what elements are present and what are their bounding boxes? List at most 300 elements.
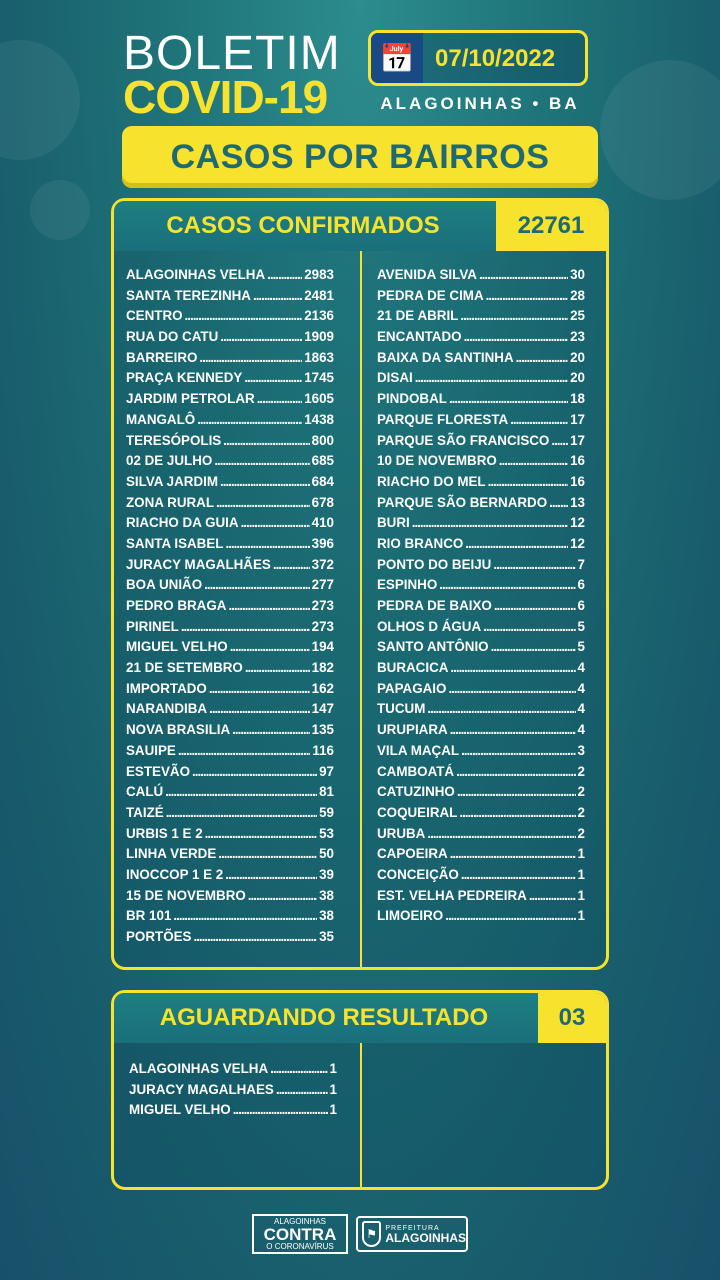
leader-dots [427,826,575,841]
case-count: 53 [319,825,334,841]
case-count: 2 [577,804,585,820]
list-item [126,308,334,329]
case-count: 2 [577,763,585,779]
case-count: 38 [319,908,334,924]
list-item [126,681,334,702]
list-item [126,288,334,309]
leader-dots [449,391,568,406]
leader-dots [225,536,309,551]
list-item [126,515,334,536]
case-count: 277 [311,577,334,593]
neighborhood-name: ZONA RURAL [126,494,215,510]
pending-total: 03 [538,993,606,1043]
case-count: 1863 [304,349,334,365]
neighborhood-name: PAPAGAIO [377,680,447,696]
case-count: 2983 [304,267,334,282]
neighborhood-name: LIMOEIRO [377,908,444,924]
date-box [368,30,588,86]
leader-dots [223,433,309,448]
title-boletim: BOLETIM [123,27,341,80]
neighborhood-name: MANGALÔ [126,411,196,427]
neighborhood-name: PARQUE SÃO FRANCISCO [377,432,550,448]
case-count: 1 [577,887,585,903]
neighborhood-name: PINDOBAL [377,391,447,407]
case-count: 5 [577,639,585,655]
leader-dots [456,764,575,779]
case-count: 23 [570,329,585,345]
case-count: 4 [577,701,585,717]
neighborhood-name: RUA DO CATU [126,329,219,345]
leader-dots [450,722,576,737]
leader-dots [486,288,568,303]
neighborhood-name: 02 DE JULHO [126,453,213,469]
neighborhood-name: 10 DE NOVEMBRO [377,453,497,469]
leader-dots [445,908,575,923]
case-count: 2481 [304,287,334,303]
leader-dots [448,681,575,696]
leader-dots [499,453,568,468]
case-count: 12 [570,515,585,531]
list-item [377,577,585,598]
column-divider [360,251,362,967]
confirmed-total: 22761 [496,201,606,251]
confirmed-left-column [126,267,334,950]
case-count: 1605 [304,391,334,407]
list-item [126,639,334,660]
neighborhood-name: SANTA ISABEL [126,535,224,551]
list-item [129,1082,337,1103]
leader-dots [427,701,575,716]
neighborhood-name: CAPOEIRA [377,846,448,862]
list-item [377,370,585,391]
list-item [126,908,334,929]
leader-dots [464,329,569,344]
leader-dots [273,557,310,572]
list-item [126,784,334,805]
leader-dots [551,433,568,448]
list-item [126,929,334,950]
leader-dots [493,557,575,572]
case-count: 273 [311,598,334,613]
case-count: 6 [577,577,585,593]
list-item [377,598,585,619]
leader-dots [248,888,317,903]
list-item [377,784,585,805]
neighborhood-name: BR 101 [126,908,172,924]
case-count: 59 [319,804,334,820]
pending-left-column [129,1061,337,1123]
neighborhood-name: CENTRO [126,308,183,324]
neighborhood-name: SANTO ANTÔNIO [377,639,489,655]
case-count: 4 [577,722,585,738]
case-count: 194 [311,639,334,655]
case-count: 396 [311,535,334,551]
list-item [129,1061,337,1082]
neighborhood-name: ALAGOINHAS VELHA [126,267,266,282]
neighborhood-name: PEDRO BRAGA [126,598,227,613]
case-count: 4 [577,680,585,696]
case-count: 81 [319,784,334,800]
logo2-main-text: ALAGOINHAS [385,1230,466,1245]
neighborhood-name: BAIXA DA SANTINHA [377,349,514,365]
shield-icon: ⚑ [362,1221,381,1247]
list-item [377,908,585,929]
leader-dots [228,598,309,613]
list-item [377,536,585,557]
neighborhood-name: LINHA VERDE [126,846,217,862]
leader-dots [412,515,568,530]
case-count: 28 [570,287,585,303]
leader-dots [479,267,568,282]
neighborhood-name: RIACHO DO MEL [377,473,486,489]
leader-dots [270,1061,327,1076]
leader-dots [516,350,568,365]
case-count: 17 [570,432,585,448]
neighborhood-name: PIRINEL [126,618,179,634]
case-count: 16 [570,453,585,469]
logo1-bottom-text: O CORONAVÍRUS [266,1241,334,1251]
neighborhood-name: VILA MAÇAL [377,742,460,758]
list-item [126,370,334,391]
contra-coronavirus-logo [252,1214,348,1254]
leader-dots [461,743,575,758]
logo2-top-text: PREFEITURA [385,1224,440,1232]
leader-dots [245,660,310,675]
case-count: 135 [311,722,334,738]
leader-dots [199,350,302,365]
case-count: 684 [311,473,334,489]
list-item [377,412,585,433]
list-item [126,267,334,288]
case-count: 678 [311,494,334,510]
case-count: 372 [311,556,334,572]
neighborhood-name: MIGUEL VELHO [129,1102,231,1118]
neighborhood-name: TUCUM [377,701,426,717]
title-covid: COVID-19 [123,71,328,123]
case-count: 2 [577,784,585,800]
neighborhood-name: JARDIM PETROLAR [126,391,255,407]
leader-dots [178,743,311,758]
list-item [126,433,334,454]
case-count: 1 [329,1102,337,1118]
list-item [126,536,334,557]
leader-dots [165,784,317,799]
list-item [126,391,334,412]
pending-panel [111,990,609,1190]
neighborhood-name: URBIS 1 E 2 [126,825,203,841]
leader-dots [450,660,575,675]
neighborhood-name: OLHOS D ÁGUA [377,618,482,634]
case-count: 273 [311,618,334,634]
case-count: 116 [312,742,334,758]
case-count: 1438 [304,411,334,427]
leader-dots [549,495,568,510]
neighborhood-name: RIACHO DA GUIA [126,515,239,531]
leader-dots [439,577,575,592]
neighborhood-name: BURACICA [377,660,449,676]
neighborhood-name: SILVA JARDIM [126,473,219,489]
case-count: 3 [577,742,585,758]
leader-dots [244,370,302,385]
neighborhood-name: BOA UNIÃO [126,577,203,593]
neighborhood-name: NOVA BRASILIA [126,722,231,738]
neighborhood-name: CALÚ [126,784,164,800]
list-item [377,474,585,495]
case-count: 97 [319,763,334,779]
list-item [377,888,585,909]
neighborhood-name: SAUIPE [126,742,176,758]
list-item [126,329,334,350]
case-count: 1 [577,908,585,924]
neighborhood-name: RIO BRANCO [377,535,464,551]
case-count: 38 [319,887,334,903]
list-item [377,329,585,350]
column-divider [360,1043,362,1187]
case-count: 13 [570,494,585,510]
list-item [377,288,585,309]
confirmed-label: CASOS CONFIRMADOS [166,212,440,239]
neighborhood-name: TERESÓPOLIS [126,432,222,448]
leader-dots [214,453,309,468]
list-item [126,826,334,847]
case-count: 18 [570,391,585,407]
leader-dots [459,805,575,820]
neighborhood-name: NARANDIBA [126,701,208,717]
list-item [126,701,334,722]
case-count: 2 [577,825,585,841]
list-item [377,701,585,722]
list-item [377,805,585,826]
logo1-main-text: CONTRA [263,1224,337,1244]
neighborhood-name: TAIZÉ [126,804,164,820]
neighborhood-name: CONCEIÇÃO [377,866,459,882]
list-item [377,867,585,888]
neighborhood-name: DISAI [377,370,413,386]
case-count: 20 [570,349,585,365]
case-count: 685 [311,453,334,469]
case-count: 16 [570,473,585,489]
leader-dots [253,288,302,303]
bulletin-date: 07/10/2022 [435,45,556,72]
list-item [377,350,585,371]
list-item [126,867,334,888]
list-item [377,391,585,412]
case-count: 1909 [304,329,334,345]
leader-dots [450,846,576,861]
neighborhood-name: BURI [377,515,410,531]
neighborhood-name: ESTEVÃO [126,763,190,779]
case-count: 6 [577,598,585,613]
case-count: 1 [329,1081,337,1097]
leader-dots [461,867,576,882]
leader-dots [494,598,576,613]
list-item [126,350,334,371]
list-item [129,1102,337,1123]
banner-title: CASOS POR BAIRROS [170,137,550,176]
leader-dots [209,701,310,716]
case-count: 17 [570,411,585,427]
confirmed-panel [111,198,609,970]
leader-dots [166,805,317,820]
neighborhood-name: ALAGOINHAS VELHA [129,1061,269,1076]
leader-dots [510,412,568,427]
list-item [377,495,585,516]
neighborhood-name: BARREIRO [126,349,198,365]
neighborhood-name: SANTA TEREZINHA [126,287,251,303]
list-item [126,598,334,619]
list-item [377,743,585,764]
confirmed-count-wrap [496,201,606,251]
neighborhood-name: URUBA [377,825,426,841]
neighborhood-name: PEDRA DE BAIXO [377,598,492,613]
neighborhood-name: ESPINHO [377,577,438,593]
neighborhood-name: CAMBOATÁ [377,763,455,779]
list-item [126,412,334,433]
neighborhood-name: PRAÇA KENNEDY [126,370,243,386]
leader-dots [218,846,317,861]
neighborhood-name: AVENIDA SILVA [377,267,477,282]
leader-dots [491,639,576,654]
confirmed-header [114,201,492,251]
leader-dots [488,474,568,489]
leader-dots [241,515,310,530]
list-item [377,681,585,702]
list-item [126,846,334,867]
list-item [377,433,585,454]
list-item [377,639,585,660]
neighborhood-name: URUPIARA [377,722,448,738]
case-count: 35 [319,929,334,944]
pending-count-wrap [538,993,606,1043]
neighborhood-name: 21 DE ABRIL [377,308,459,324]
neighborhood-name: 15 DE NOVEMBRO [126,887,246,903]
neighborhood-name: JURACY MAGALHAES [129,1081,274,1097]
leader-dots [276,1082,328,1097]
list-item [377,826,585,847]
neighborhood-name: MIGUEL VELHO [126,639,228,655]
neighborhood-name: PARQUE SÃO BERNARDO [377,494,548,510]
case-count: 7 [577,556,585,572]
leader-dots [529,888,576,903]
leader-dots [483,619,575,634]
logo1-top-text: ALAGOINHAS [273,1216,326,1226]
case-count: 5 [577,618,585,634]
case-count: 12 [570,535,585,551]
leader-dots [209,681,310,696]
leader-dots [216,495,310,510]
list-item [126,660,334,681]
list-item [377,453,585,474]
pending-label: AGUARDANDO RESULTADO [159,1004,489,1031]
case-count: 1 [577,866,585,882]
leader-dots [173,908,317,923]
case-count: 147 [311,701,334,717]
list-item [377,846,585,867]
leader-dots [465,536,568,551]
case-count: 39 [319,866,334,882]
leader-dots [197,412,302,427]
neighborhood-name: EST. VELHA PEDREIRA [377,887,527,903]
list-item [126,495,334,516]
list-item [377,267,585,288]
case-count: 1 [577,846,585,862]
leader-dots [230,639,310,654]
leader-dots [415,370,568,385]
header [0,0,720,200]
leader-dots [204,577,310,592]
case-count: 162 [311,680,334,696]
list-item [126,722,334,743]
case-count: 1745 [304,370,334,386]
case-count: 800 [311,432,334,448]
neighborhood-name: JURACY MAGALHÃES [126,556,271,572]
case-count: 25 [570,308,585,324]
leader-dots [185,308,303,323]
neighborhood-name: INOCCOP 1 E 2 [126,866,224,882]
leader-dots [257,391,303,406]
city-label: ALAGOINHAS • BA [380,94,580,113]
list-item [126,743,334,764]
list-item [377,308,585,329]
list-item [377,515,585,536]
neighborhood-name: CATUZINHO [377,784,455,800]
neighborhood-name: 21 DE SETEMBRO [126,660,243,676]
case-count: 50 [319,846,334,862]
leader-dots [233,1102,328,1117]
pending-header [114,993,534,1043]
prefeitura-logo [356,1216,468,1252]
list-item [126,805,334,826]
leader-dots [181,619,310,634]
neighborhood-name: COQUEIRAL [377,804,458,820]
list-item [377,722,585,743]
neighborhood-name: PARQUE FLORESTA [377,411,509,427]
list-item [377,619,585,640]
list-item [126,888,334,909]
list-item [126,764,334,785]
neighborhood-name: IMPORTADO [126,680,207,696]
neighborhood-name: PONTO DO BEIJU [377,556,492,572]
confirmed-right-column [377,267,585,929]
leader-dots [193,929,317,944]
neighborhood-name: PORTÕES [126,929,192,944]
list-item [126,577,334,598]
calendar-icon: 📅 [371,33,423,83]
case-count: 20 [570,370,585,386]
list-item [126,557,334,578]
case-count: 2136 [304,308,334,324]
leader-dots [220,474,310,489]
list-item [377,660,585,681]
case-count: 182 [311,660,334,676]
leader-dots [205,826,317,841]
case-count: 410 [311,515,334,531]
leader-dots [192,764,317,779]
banner [122,126,598,188]
case-count: 1 [329,1061,337,1076]
list-item [377,557,585,578]
list-item [377,764,585,785]
list-item [126,619,334,640]
leader-dots [232,722,310,737]
list-item [126,474,334,495]
case-count: 30 [570,267,585,282]
list-item [126,453,334,474]
leader-dots [460,308,568,323]
leader-dots [457,784,576,799]
leader-dots [267,267,302,282]
case-count: 4 [577,660,585,676]
